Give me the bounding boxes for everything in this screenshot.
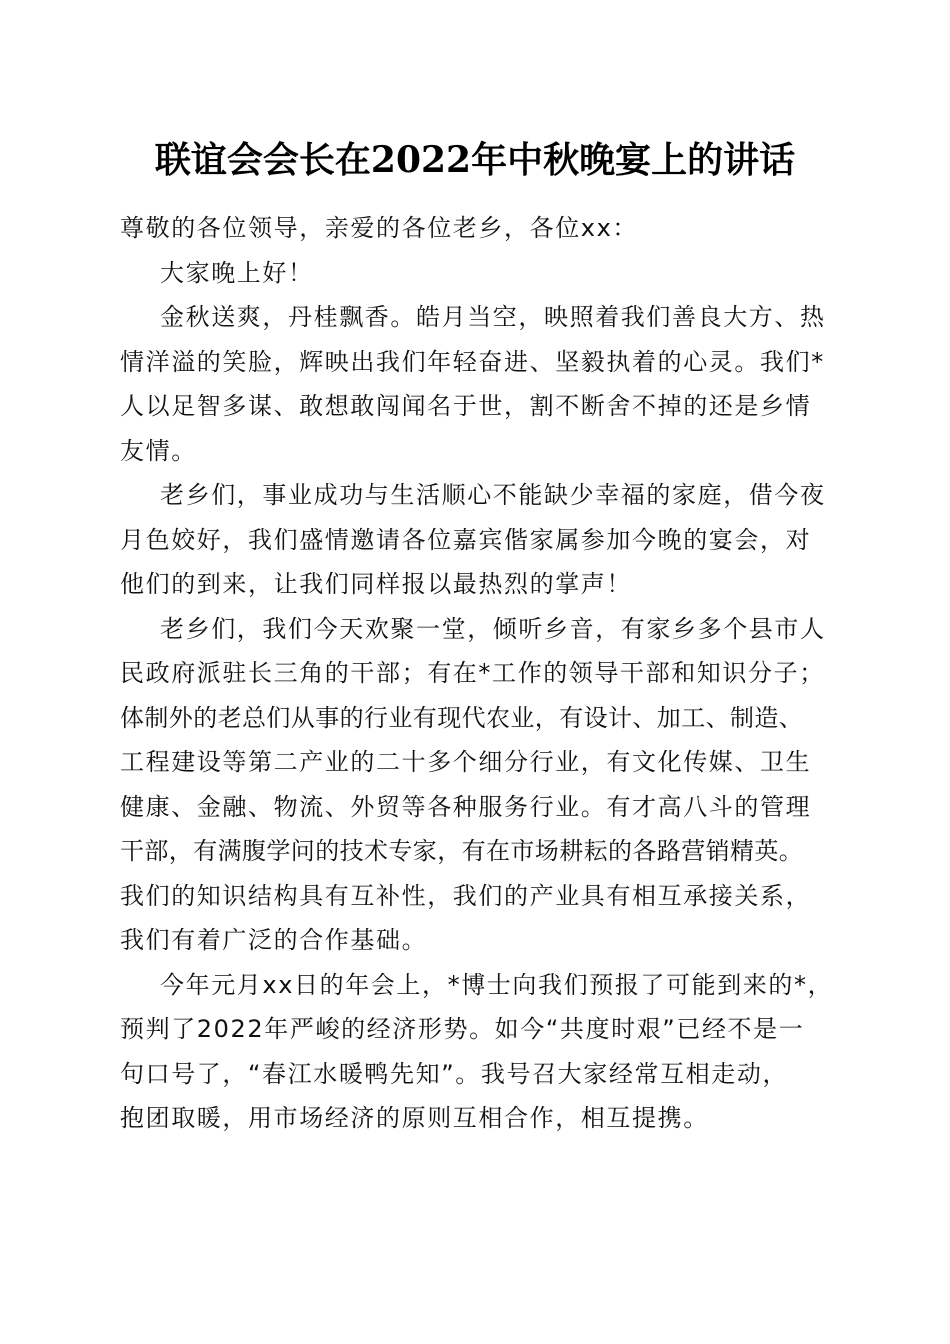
paragraph-3-line-7: 我们的知识结构具有互补性，我们的产业具有相互承接关系，	[120, 881, 812, 910]
paragraph-3-line-3: 体制外的老总们从事的行业有现代农业，有设计、加工、制造、	[120, 703, 804, 732]
paragraph-2-line-2: 月色姣好，我们盛情邀请各位嘉宾偕家属参加今晚的宴会，对	[120, 525, 812, 554]
paragraph-3-line-2: 民政府派驻长三角的干部；有在*工作的领导干部和知识分子；	[120, 659, 825, 687]
paragraph-3-line-4: 工程建设等第二产业的二十多个细分行业，有文化传媒、卫生	[120, 748, 812, 776]
paragraph-1-line-3: 人以足智多谋、敢想敢闯闻名于世，割不断舍不掉的还是乡情	[120, 392, 812, 420]
document-title: 联谊会会长在2022年中秋晚宴上的讲话	[154, 139, 796, 181]
paragraph-2-line-1: 老乡们，事业成功与生活顺心不能缺少幸福的家庭，借今夜	[160, 481, 826, 509]
paragraph-2-line-3: 他们的到来，让我们同样报以最热烈的掌声！	[120, 570, 632, 598]
paragraph-4-line-4: 抱团取暖，用市场经济的原则互相合作，相互提携。	[120, 1104, 709, 1132]
paragraph-3-line-6: 干部，有满腹学问的技术专家，有在市场耕耘的各路营销精英。	[120, 837, 804, 865]
paragraph-1-line-1: 金秋送爽，丹桂飘香。皓月当空，映照着我们善良大方、热	[160, 303, 826, 331]
paragraph-4-line-2: 预判了2022年严峻的经济形势。如今“共度时艰”已经不是一	[120, 1015, 805, 1043]
paragraph-3-line-8: 我们有着广泛的合作基础。	[120, 926, 428, 954]
paragraph-1-line-2: 情洋溢的笑脸，辉映出我们年轻奋进、坚毅执着的心灵。我们*	[120, 347, 825, 376]
paragraph-1-line-4: 友情。	[120, 436, 197, 465]
paragraph-4-line-1: 今年元月xx日的年会上，*博士向我们预报了可能到来的*，	[160, 970, 834, 999]
salutation-line: 尊敬的各位领导，亲爱的各位老乡，各位xx：	[120, 214, 639, 242]
paragraph-3-line-1: 老乡们，我们今天欢聚一堂，倾听乡音，有家乡多个县市人	[160, 614, 826, 643]
document-body	[120, 206, 840, 1141]
paragraph-3-line-5: 健康、金融、物流、外贸等各种服务行业。有才高八斗的管理	[120, 792, 812, 821]
greeting-line: 大家晚上好！	[160, 258, 314, 287]
paragraph-4-line-3: 句口号了，“春江水暖鸭先知”。我号召大家经常互相走动，	[120, 1059, 789, 1088]
